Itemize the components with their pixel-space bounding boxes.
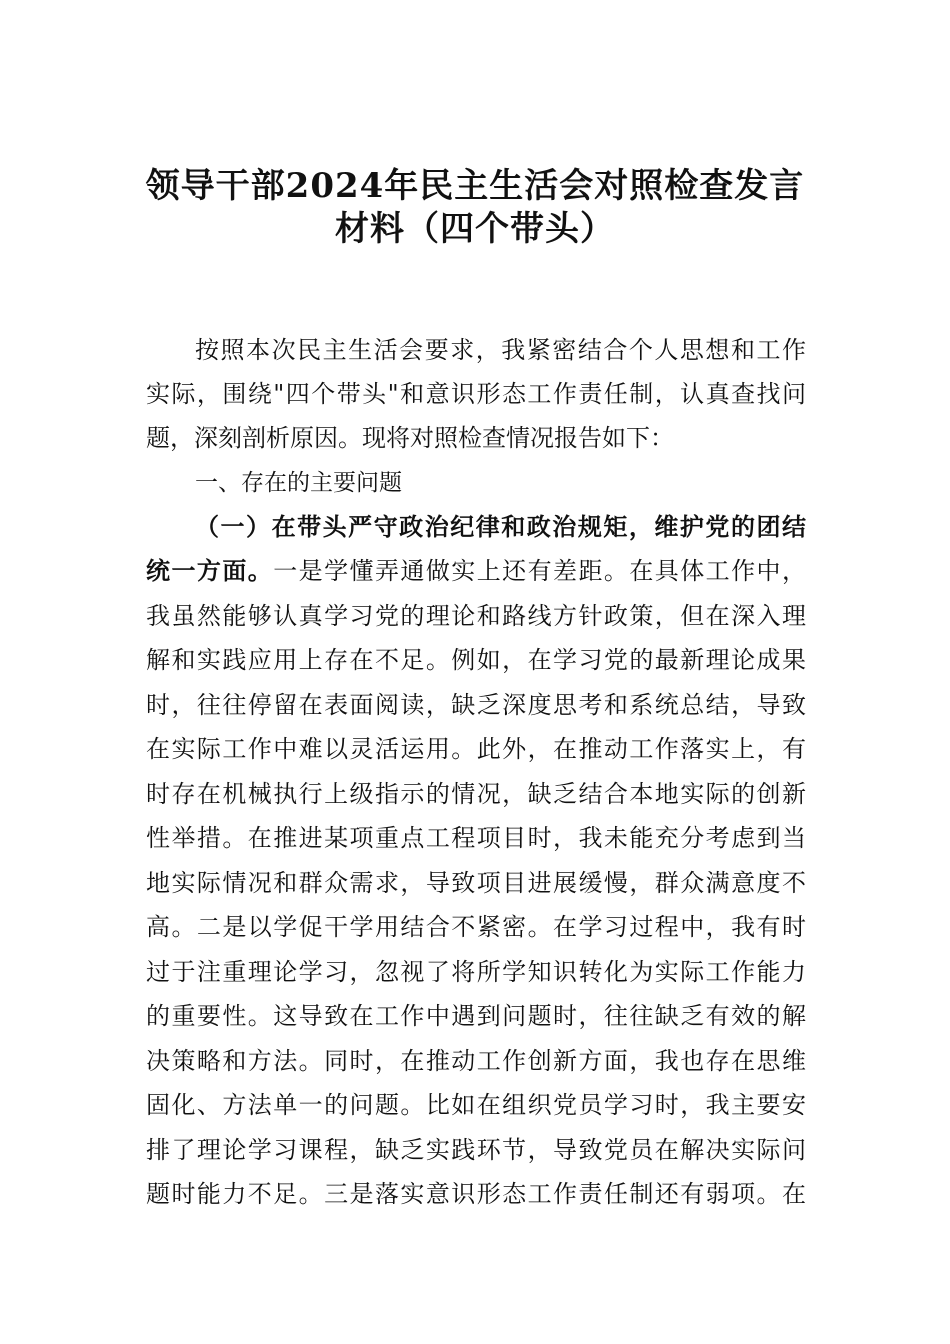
subsection-first-point: 一是学懂弄通做实上还有差距。在具体工作中， <box>273 557 807 585</box>
body-line: 我虽然能够认真学习党的理论和路线方针政策，但在深入理 <box>146 602 806 630</box>
body-line: 性举措。在推进某项重点工程项目时，我未能充分考虑到当 <box>146 824 806 852</box>
body-line: 排了理论学习课程，缺乏实践环节，导致党员在解决实际问 <box>146 1136 806 1164</box>
body-line: 过于注重理论学习，忽视了将所学知识转化为实际工作能力 <box>146 958 806 986</box>
body-line: 题时能力不足。三是落实意识形态工作责任制还有弱项。在 <box>146 1180 806 1208</box>
intro-line-2: 实际，围绕"四个带头"和意识形态工作责任制，认真查找问 <box>146 380 806 408</box>
body-line: 固化、方法单一的问题。比如在组织党员学习时，我主要安 <box>146 1091 806 1119</box>
intro-line-1: 按照本次民主生活会要求，我紧密结合个人思想和工作 <box>195 336 806 364</box>
body-line: 在实际工作中难以灵活运用。此外，在推动工作落实上，有 <box>146 735 806 763</box>
body-line: 时，往往停留在表面阅读，缺乏深度思考和系统总结，导致 <box>146 691 806 719</box>
body-line: 高。二是以学促干学用结合不紧密。在学习过程中，我有时 <box>146 913 806 941</box>
subsection-heading-line-2 <box>146 549 806 593</box>
body-line: 的重要性。这导致在工作中遇到问题时，往往缺乏有效的解 <box>146 1002 806 1030</box>
body-line: 解和实践应用上存在不足。例如，在学习党的最新理论成果 <box>146 646 806 674</box>
intro-line-3: 题，深刻剖析原因。现将对照检查情况报告如下： <box>146 424 674 452</box>
subsection-heading-bold: 统一方面。 <box>146 556 274 585</box>
document-title-line-2: 材料（四个带头） <box>335 209 615 249</box>
body-line: 决策略和方法。同时，在推动工作创新方面，我也存在思维 <box>146 1047 806 1075</box>
document-title-line-1: 领导干部2024年民主生活会对照检查发言 <box>145 166 805 206</box>
body-line: 时存在机械执行上级指示的情况，缺乏结合本地实际的创新 <box>146 780 806 808</box>
body-line: 地实际情况和群众需求，导致项目进展缓慢，群众满意度不 <box>146 869 806 897</box>
section-heading-problems: 一、存在的主要问题 <box>195 470 402 496</box>
subsection-heading-line-1: （一）在带头严守政治纪律和政治规矩，维护党的团结 <box>195 512 806 541</box>
